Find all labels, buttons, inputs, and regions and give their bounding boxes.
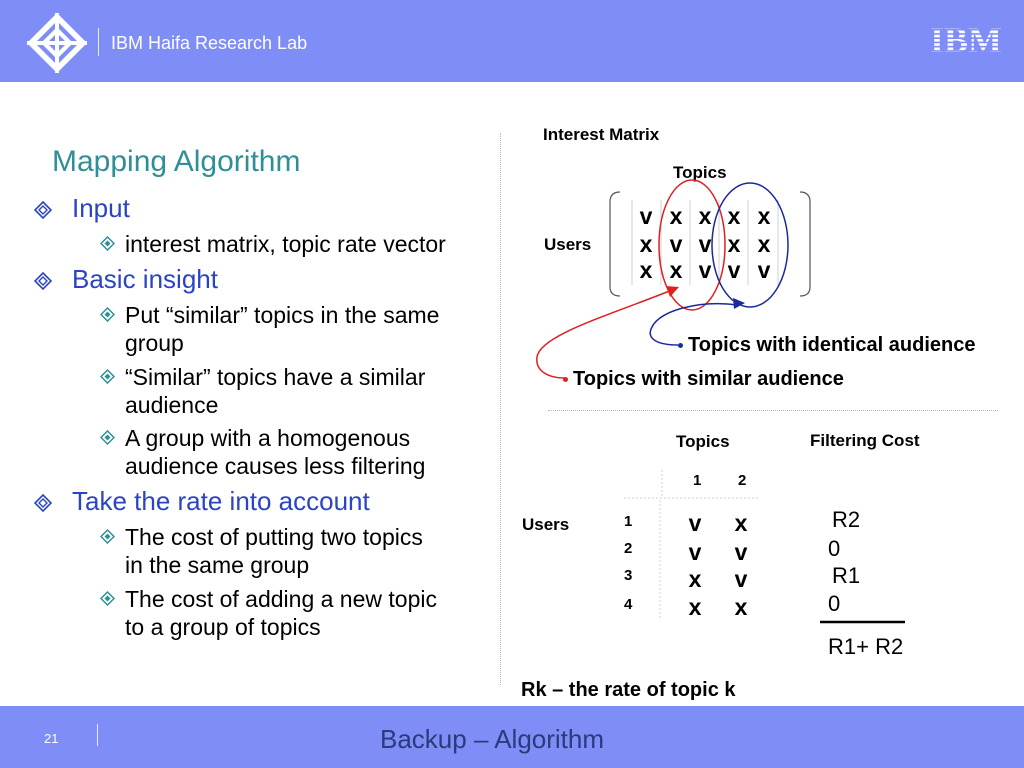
table-cell: x: [734, 594, 748, 620]
matrix-left-bracket: [610, 192, 620, 296]
matrix-right-bracket: [800, 192, 810, 296]
user-number: 3: [624, 567, 633, 584]
matrix-cell: x: [727, 231, 741, 257]
bullet-text: Take the rate into account: [72, 486, 370, 516]
similar-callout-arrow: [537, 290, 672, 378]
matrix-cell: x: [757, 231, 771, 257]
matrix-cell: v: [757, 257, 771, 283]
table-cell: x: [688, 594, 702, 620]
sub-bullet-text: “Similar” topics have a similar audience: [125, 364, 426, 418]
matrix-cell: v: [698, 257, 712, 283]
page-number: 21: [44, 731, 59, 746]
sub-bullet-text: interest matrix, topic rate vector: [125, 231, 446, 257]
topic-number: 2: [738, 472, 747, 489]
bullet-text: Input: [72, 193, 130, 223]
matrix-grid-lines: [632, 200, 778, 285]
table-cell: v: [688, 539, 702, 565]
rate-note: Rk – the rate of topic k: [521, 679, 736, 701]
sub-bullet-text: The cost of adding a new topic to a group of topics: [125, 586, 437, 640]
matrix-cell: v: [727, 257, 741, 283]
footer-section-title: Backup – Algorithm: [380, 724, 605, 754]
cost-total: R1+ R2: [828, 634, 904, 659]
cost-value: R1: [832, 563, 861, 588]
table-cell: v: [734, 539, 748, 565]
table-cell: x: [734, 510, 748, 536]
user-number: 2: [624, 540, 633, 557]
topic-number: 1: [693, 472, 702, 489]
sub-bullet-text: A group with a homogenous audience causes less filtering: [125, 425, 426, 479]
filtering-cost-label: Filtering Cost: [810, 431, 920, 450]
matrix-cell: x: [669, 257, 683, 283]
callout-bullet-icon: [563, 377, 568, 382]
matrix-users-label: Users: [544, 235, 592, 254]
table-users-label: Users: [522, 515, 570, 534]
cost-value: 0: [828, 536, 841, 561]
table-topics-label: Topics: [676, 432, 730, 451]
sub-bullet-text: The cost of putting two topics in the same group: [125, 524, 423, 578]
arrow-head-icon: [733, 298, 745, 309]
table-cell: v: [734, 566, 748, 592]
cost-value: 0: [828, 591, 841, 616]
cost-value: R2: [832, 507, 861, 532]
user-number: 4: [624, 596, 633, 613]
ibm-logo-text: IBM: [930, 22, 1002, 56]
matrix-cell: x: [639, 257, 653, 283]
user-number: 1: [624, 513, 633, 530]
interest-matrix-title: Interest Matrix: [543, 125, 660, 144]
table-cell: v: [688, 510, 702, 536]
table-cell: x: [688, 566, 702, 592]
bullet-text: Basic insight: [72, 264, 218, 294]
matrix-cell: v: [698, 231, 712, 257]
header-title: IBM Haifa Research Lab: [111, 33, 308, 53]
callout-bullet-icon: [678, 343, 683, 348]
callout-similar-audience: Topics with similar audience: [573, 368, 844, 390]
matrix-cell: v: [669, 231, 683, 257]
slide-title: Mapping Algorithm: [52, 145, 301, 178]
footer-separator: [97, 724, 98, 746]
sub-bullet-text: Put “similar” topics in the same group: [125, 302, 440, 356]
matrix-cell: x: [757, 203, 771, 229]
identical-audience-ellipse: [712, 183, 788, 307]
matrix-cell: v: [639, 203, 653, 229]
matrix-topics-label: Topics: [673, 163, 727, 182]
matrix-cell: x: [639, 231, 653, 257]
callout-identical-audience: Topics with identical audience: [688, 334, 976, 356]
matrix-cell: x: [727, 203, 741, 229]
matrix-cell: x: [698, 203, 712, 229]
matrix-cell: x: [669, 203, 683, 229]
